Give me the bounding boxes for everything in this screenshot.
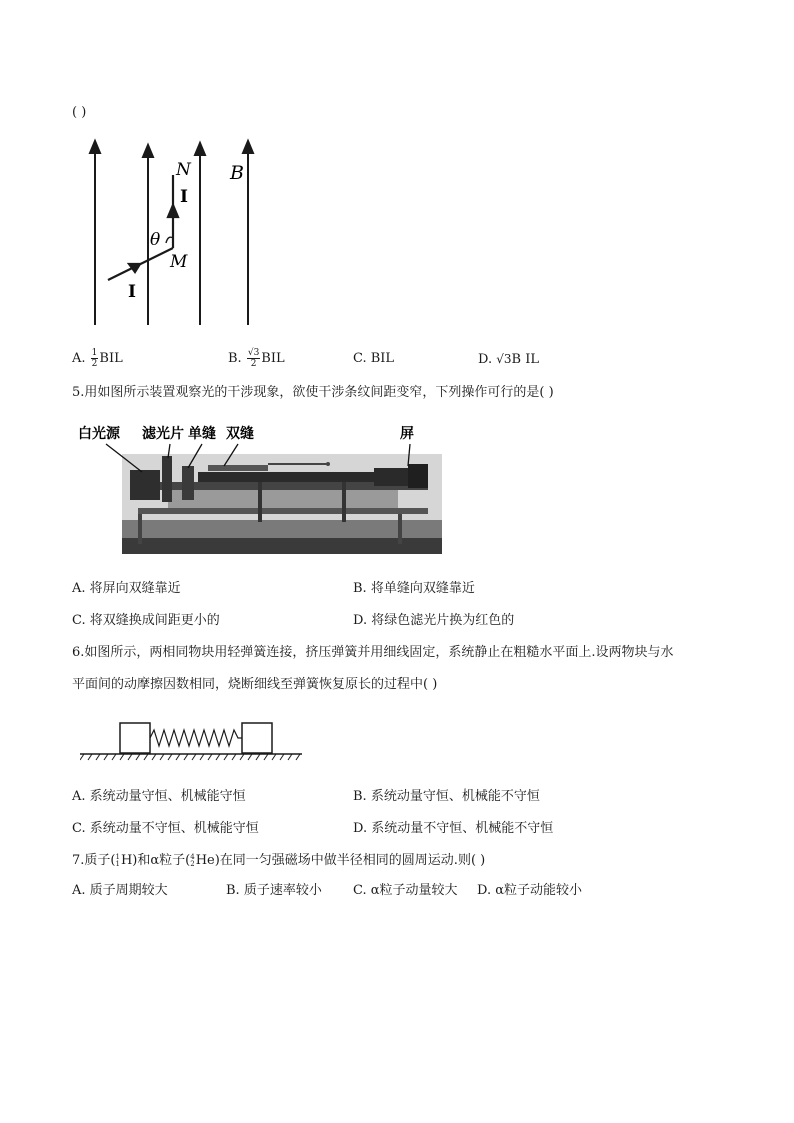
filter-holder — [162, 456, 172, 502]
label-n: N — [176, 160, 191, 180]
q7-stem-part-1: 7.质子( — [72, 853, 116, 868]
q7-option-c[interactable]: C. α粒子动量较大 — [353, 883, 458, 898]
q6-option-c[interactable]: C. 系统动量不守恒、机械能守恒 — [72, 821, 259, 836]
q4-option-d[interactable] — [478, 350, 539, 369]
fraction-denominator: 2 — [91, 359, 98, 369]
q4-option-a-prefix: A. — [72, 351, 90, 366]
lens-tube — [198, 472, 376, 482]
ground-hatch — [80, 754, 300, 760]
q5-option-d[interactable]: D. 将绿色滤光片换为红色的 — [353, 613, 515, 628]
field-arrow-4 — [243, 141, 253, 153]
isotope-atomic-number: 1 — [115, 859, 120, 868]
label-m: M — [170, 252, 188, 272]
q7-stem-part-2: )和α粒子( — [132, 853, 191, 868]
current-arrow-lower — [129, 264, 140, 272]
label-filter: 滤光片 — [142, 426, 184, 442]
current-arrow-upper — [168, 205, 178, 217]
q4-option-d-sqrt: √3 — [496, 352, 512, 366]
label-theta: θ — [150, 230, 161, 250]
label-screen: 屏 — [400, 426, 414, 442]
fraction-numerator: 1 — [91, 348, 98, 358]
q6-spring-blocks-figure — [80, 720, 306, 766]
label-i-lower: I — [128, 282, 136, 302]
isotope-mass-number: 4 — [190, 852, 195, 861]
q5-double-slit-apparatus-photo — [78, 420, 442, 556]
q5-option-b[interactable]: B. 将单缝向双缝靠近 — [353, 581, 475, 596]
q6-option-b[interactable]: B. 系统动量守恒、机械能不守恒 — [353, 789, 540, 804]
field-arrow-2 — [143, 145, 153, 157]
right-block — [242, 723, 272, 753]
q4-option-d-prefix: D. — [478, 352, 497, 367]
isotope-symbol: H — [120, 853, 133, 868]
q4-option-b-prefix: B. — [228, 351, 246, 366]
fraction-denominator: 2 — [250, 359, 257, 369]
q5-option-c[interactable]: C. 将双缝换成间距更小的 — [72, 613, 220, 628]
fraction-numerator: √3 — [247, 348, 260, 358]
compressed-spring — [150, 730, 242, 746]
q4-option-a-fraction — [91, 348, 99, 369]
isotope-atomic-number: 2 — [190, 859, 195, 868]
q7-stem-part-3: )在同一匀强磁场中做半径相同的圆周运动.则( ) — [214, 853, 486, 868]
label-i-upper: I — [180, 187, 188, 207]
q5-option-a[interactable]: A. 将屏向双缝靠近 — [72, 581, 181, 596]
label-white-light: 白光源 — [78, 426, 120, 442]
label-single-slit: 单缝 — [188, 426, 216, 442]
q4-magnetic-field-figure — [80, 135, 270, 335]
isotope-mass-number: 1 — [115, 852, 120, 861]
q7-option-b[interactable]: B. 质子速率较小 — [226, 883, 322, 898]
q4-option-d-suffix: B IL — [511, 352, 539, 367]
field-arrow-1 — [90, 141, 100, 153]
field-arrow-3 — [195, 143, 205, 155]
q6-option-d[interactable]: D. 系统动量不守恒、机械能不守恒 — [353, 821, 554, 836]
label-double-slit: 双缝 — [226, 426, 254, 442]
isotope-symbol: He — [195, 853, 215, 868]
q4-option-b-suffix: BIL — [261, 351, 285, 366]
q4-option-a[interactable] — [72, 348, 123, 369]
wire-mn — [108, 175, 178, 280]
q6-stem-line-2: 平面间的动摩擦因数相同，烧断细线至弹簧恢复原长的过程中( ) — [72, 677, 438, 692]
q5-stem: 5.用如图所示装置观察光的干涉现象，欲使干涉条纹间距变窄，下列操作可行的是( ) — [72, 385, 554, 400]
q4-option-b[interactable] — [228, 348, 285, 369]
q4-option-b-fraction — [247, 348, 260, 369]
light-source-block — [130, 470, 160, 500]
label-b: B — [230, 162, 244, 184]
q7-option-a[interactable]: A. 质子周期较大 — [72, 883, 168, 898]
q7-option-d[interactable]: D. α粒子动能较小 — [477, 883, 583, 898]
left-block — [120, 723, 150, 753]
q4-option-a-suffix: BIL — [99, 351, 123, 366]
q4-answer-bracket: ( ) — [72, 105, 87, 120]
q6-stem-line-1: 6.如图所示，两相同物块用轻弹簧连接，挤压弹簧并用细线固定，系统静止在粗糙水平面上.设两物块与水 — [72, 645, 674, 660]
alpha-isotope-notation — [190, 854, 194, 868]
single-slit-holder — [182, 466, 194, 500]
proton-isotope-notation — [115, 854, 119, 868]
q4-option-c[interactable]: C. BIL — [353, 351, 395, 366]
q6-option-a[interactable]: A. 系统动量守恒、机械能守恒 — [72, 789, 246, 804]
q7-stem — [72, 852, 485, 870]
